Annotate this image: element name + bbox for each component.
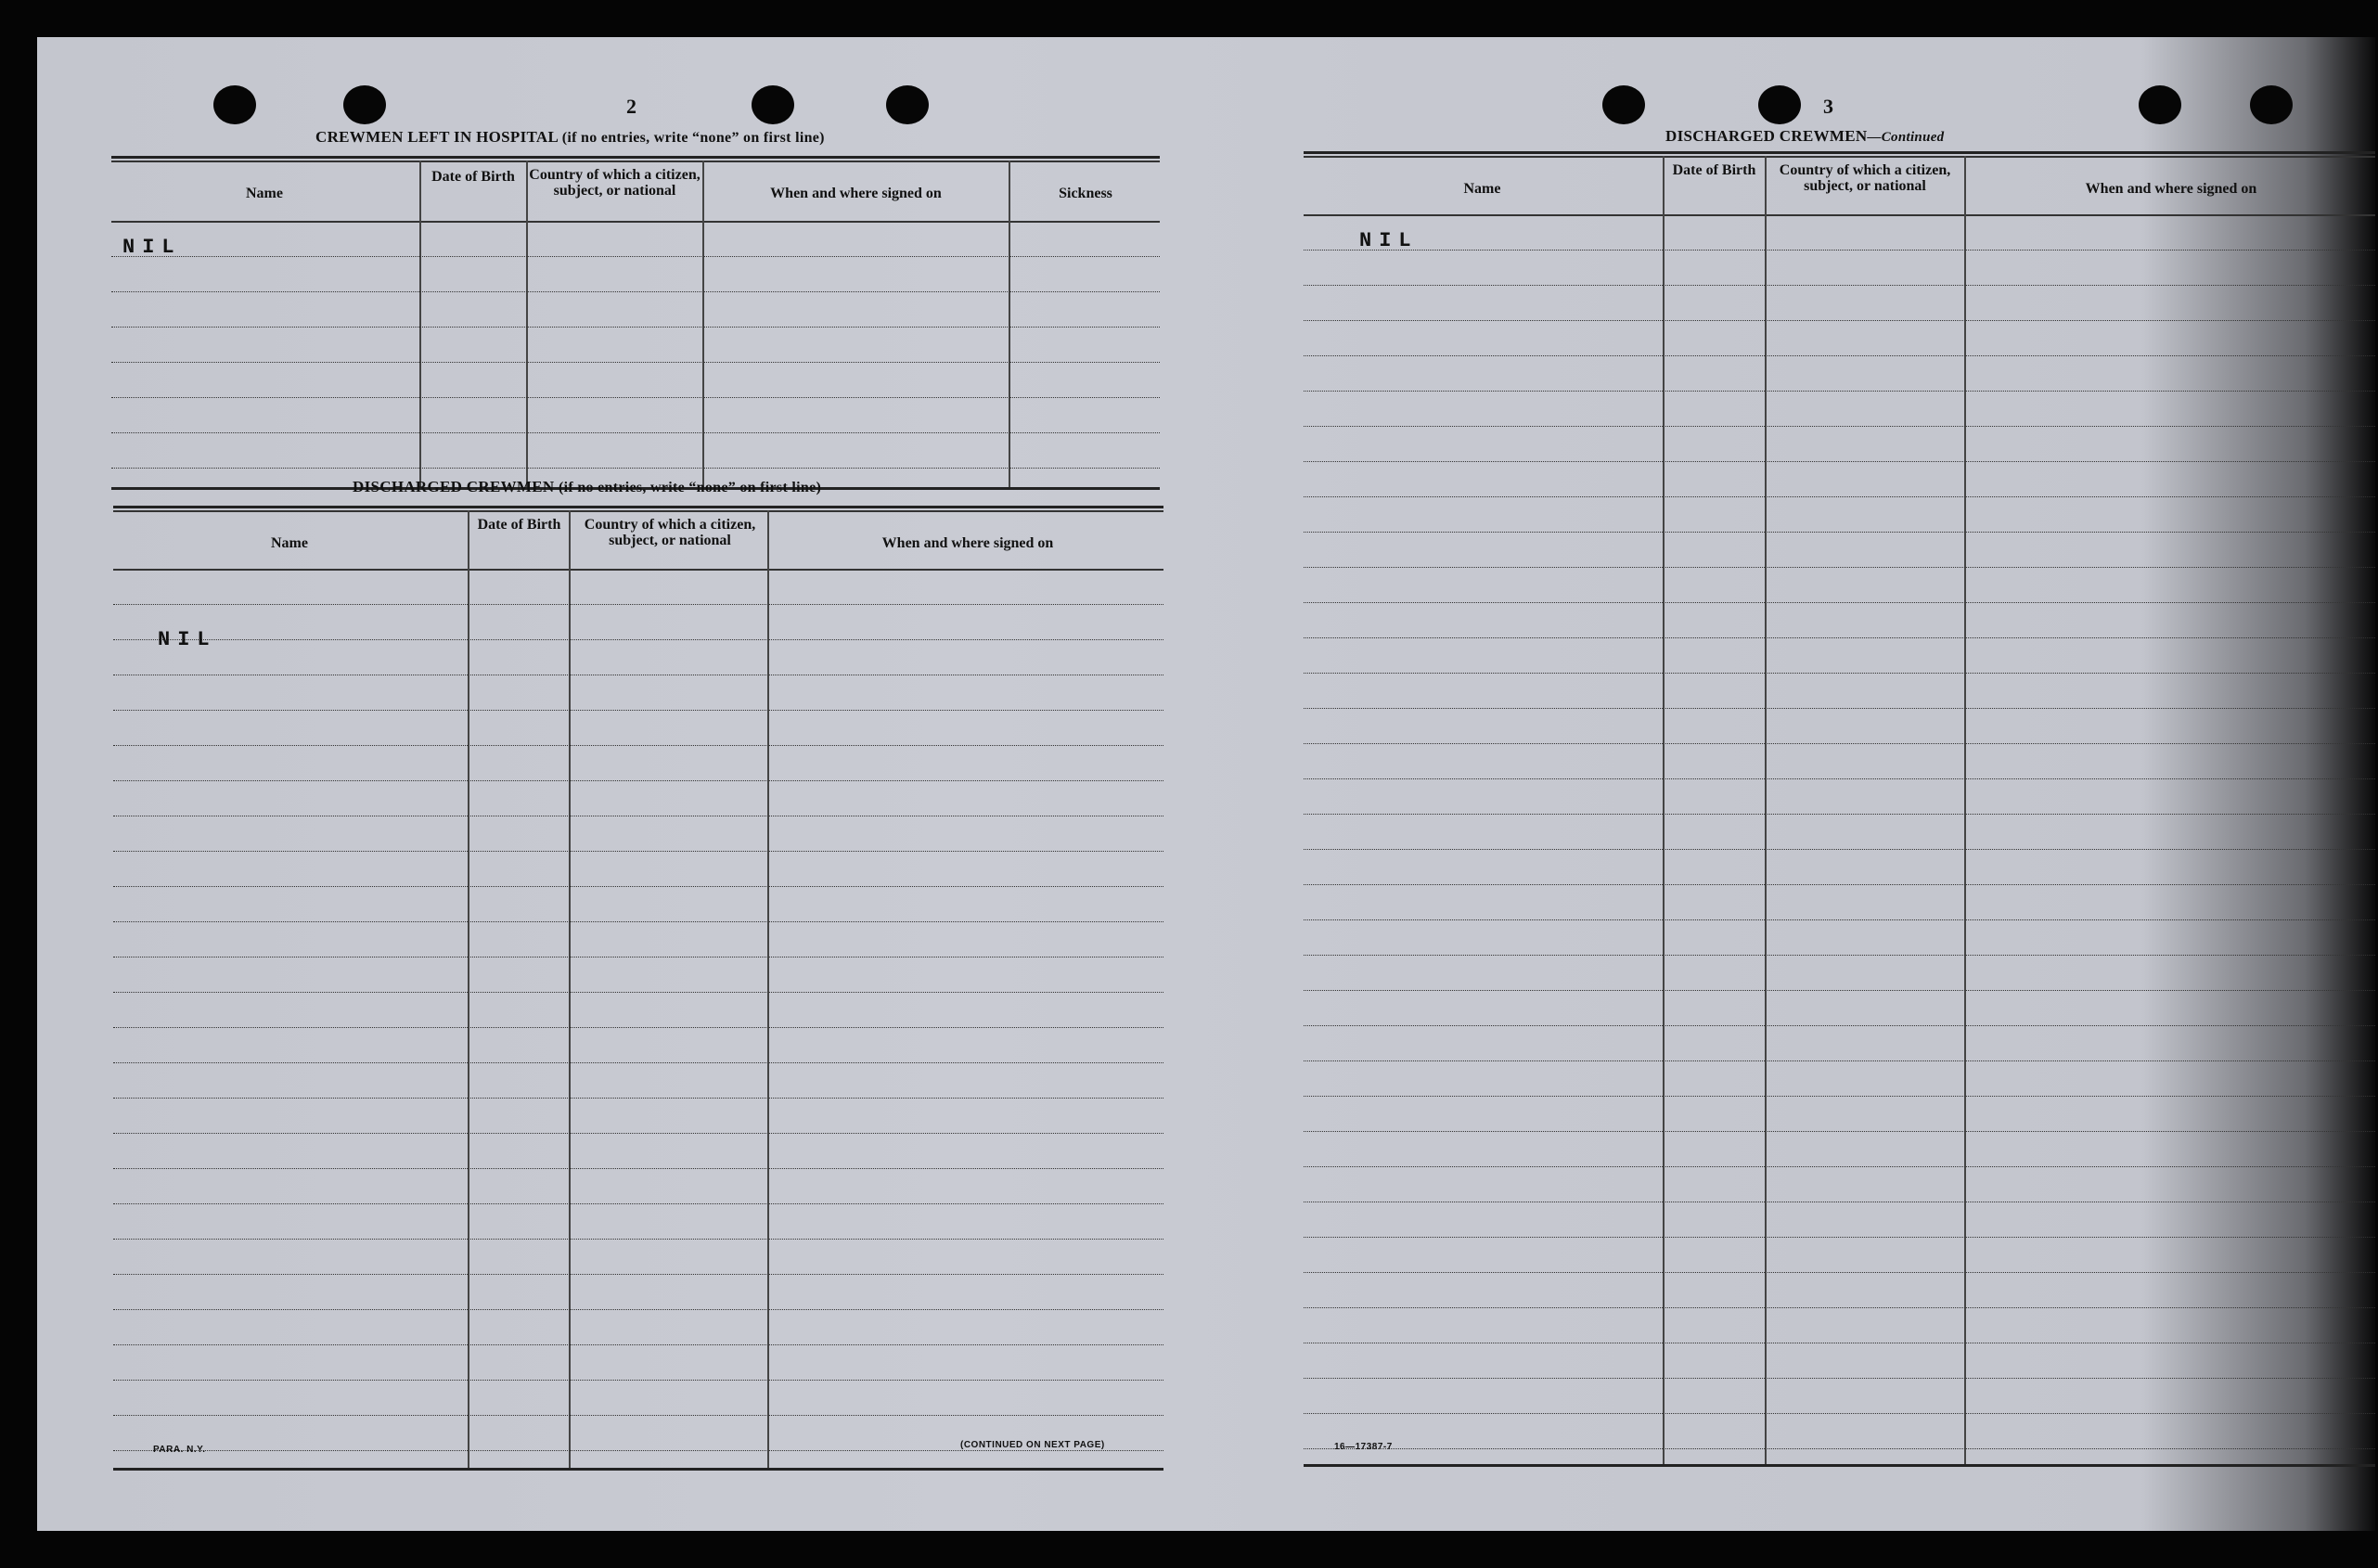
punch-hole (886, 85, 929, 124)
hospital-section-title (315, 128, 825, 147)
punch-hole (1758, 85, 1801, 124)
document-spread (37, 37, 2375, 1531)
header-dob: Date of Birth (431, 169, 515, 185)
header-signed: When and where signed on (2085, 181, 2257, 197)
punch-hole (2250, 85, 2293, 124)
footer-form-number: 16—17387-7 (1334, 1442, 1393, 1452)
header-signed: When and where signed on (770, 186, 942, 201)
hospital-table (111, 156, 1160, 490)
header-name: Name (1463, 181, 1501, 197)
header-name: Name (246, 186, 283, 201)
punch-hole (1602, 85, 1645, 124)
hospital-entry: NIL (122, 236, 182, 259)
header-country: Country of which a citizen, subject, or national (529, 167, 701, 199)
discharged-continued-table (1304, 151, 2375, 1467)
discharged-table (113, 506, 1163, 1471)
header-dob: Date of Birth (1672, 162, 1756, 178)
footer-continued: (CONTINUED ON NEXT PAGE) (960, 1440, 1105, 1450)
punch-hole (213, 85, 256, 124)
discharged-entry: NIL (158, 628, 217, 651)
punch-hole (2139, 85, 2181, 124)
punch-hole (752, 85, 794, 124)
hospital-title: CREWMEN LEFT IN HOSPITAL (315, 128, 559, 146)
header-signed: When and where signed on (881, 535, 1054, 551)
footer-printer: PARA. N.Y. (153, 1445, 206, 1455)
header-country: Country of which a citizen, subject, or national (584, 517, 756, 548)
page-number-right: 3 (1823, 95, 1833, 118)
discharged-title: DISCHARGED CREWMEN (353, 478, 555, 495)
page-number-left: 2 (626, 95, 636, 118)
header-country: Country of which a citizen, subject, or national (1779, 162, 1951, 194)
discharged-note: (if no entries, write “none” on first line) (559, 480, 822, 495)
discharged-continued-title (1665, 127, 1944, 146)
continued-label: —Continued (1867, 130, 1945, 145)
discharged-continued-title-text: DISCHARGED CREWMEN (1665, 127, 1868, 145)
header-name: Name (271, 535, 308, 551)
punch-hole (343, 85, 386, 124)
header-dob: Date of Birth (477, 517, 561, 533)
discharged-section-title (353, 478, 821, 496)
discharged-continued-entry: NIL (1359, 229, 1419, 252)
hospital-note: (if no entries, write “none” on first line) (561, 130, 825, 146)
header-sickness: Sickness (1059, 186, 1112, 201)
